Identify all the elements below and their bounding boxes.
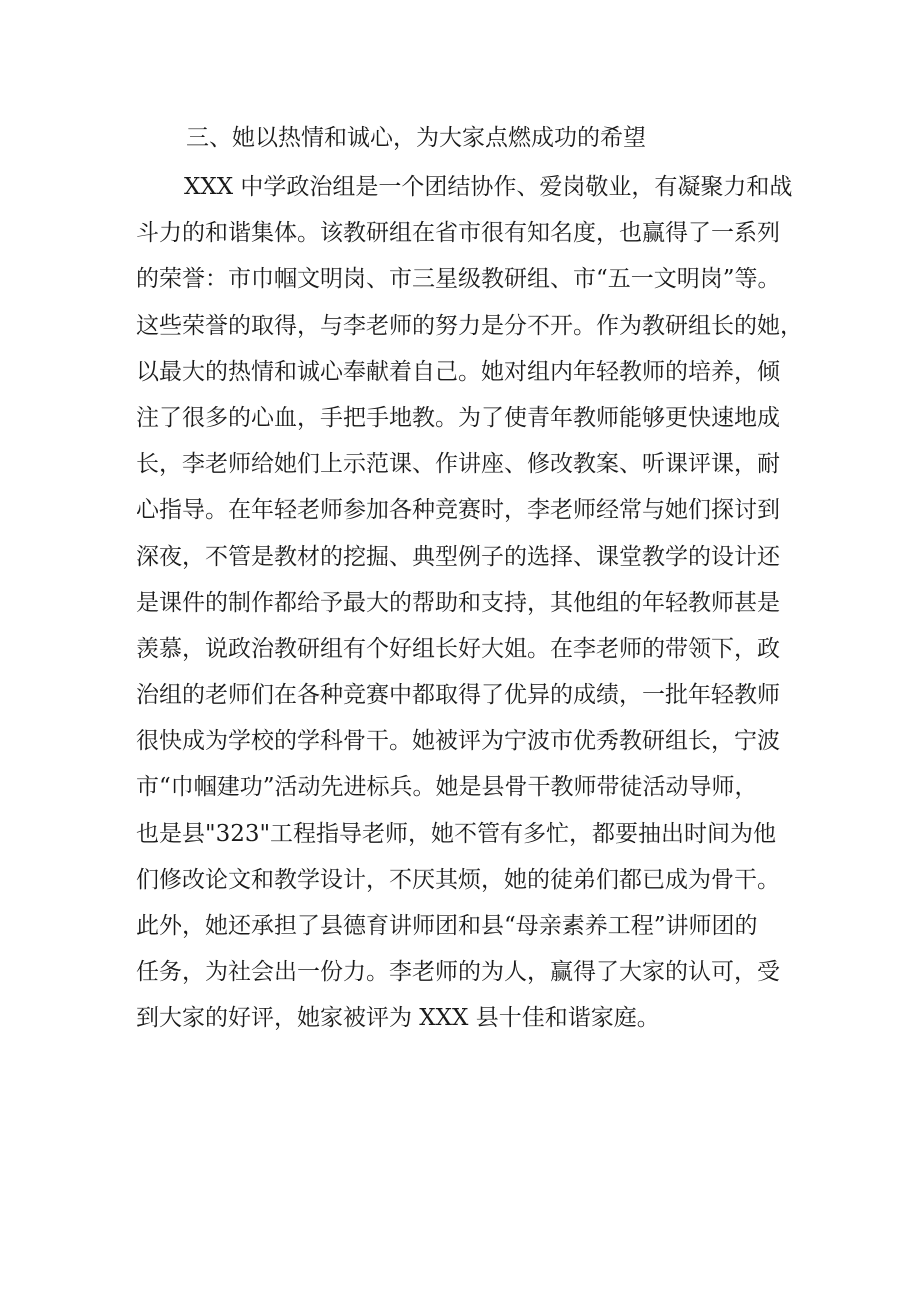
paragraph-line: 羡慕，说政治教研组有个好组长好大姐。在李老师的带领下，政	[136, 635, 780, 662]
paragraph-line: 心指导。在年轻老师参加各种竞赛时，李老师经常与她们探讨到	[136, 497, 780, 524]
paragraph-line: 是课件的制作都给予最大的帮助和支持，其他组的年轻教师甚是	[136, 589, 780, 616]
paragraph-line: 深夜，不管是教材的挖掘、典型例子的选择、课堂教学的设计还	[136, 543, 780, 570]
paragraph-line: 任务，为社会出一份力。李老师的为人，赢得了大家的认可，受	[136, 959, 780, 986]
paragraph-line: 也是县"323"工程指导老师，她不管有多忙，都要抽出时间为他	[136, 820, 777, 847]
paragraph-line: 的荣誉：市巾帼文明岗、市三星级教研组、市“五一文明岗”等。	[136, 266, 781, 293]
paragraph-line: 这些荣誉的取得，与李老师的努力是分不开。作为教研组长的她，	[136, 312, 803, 339]
paragraph-line: 以最大的热情和诚心奉献着自己。她对组内年轻教师的培养，倾	[136, 358, 780, 385]
paragraph-line: 到大家的好评，她家被评为 XXX 县十佳和谐家庭。	[136, 1005, 660, 1032]
paragraph-line: 们修改论文和教学设计，不厌其烦，她的徒弟们都已成为骨干。	[136, 866, 780, 893]
paragraph-line: 很快成为学校的学科骨干。她被评为宁波市优秀教研组长，宁波	[136, 728, 780, 755]
paragraph-line: 注了很多的心血，手把手地教。为了使青年教师能够更快速地成	[136, 404, 780, 431]
body-paragraph	[136, 164, 836, 1042]
paragraph-line: 治组的老师们在各种竞赛中都取得了优异的成绩，一批年轻教师	[136, 682, 780, 709]
paragraph-line: 长，李老师给她们上示范课、作讲座、修改教案、听课评课，耐	[136, 451, 780, 478]
paragraph-line: 市“巾帼建功”活动先进标兵。她是县骨干教师带徒活动导师，	[136, 774, 758, 801]
paragraph-line: 此外，她还承担了县德育讲师团和县“母亲素养工程”讲师团的	[136, 913, 758, 939]
paragraph-line: XXX 中学政治组是一个团结协作、爱岗敬业，有凝聚力和战	[184, 174, 793, 200]
paragraph-line: 斗力的和谐集体。该教研组在省市很有知名度，也赢得了一系列	[136, 220, 780, 247]
section-heading: 三、她以热情和诚心，为大家点燃成功的希望	[186, 125, 646, 151]
